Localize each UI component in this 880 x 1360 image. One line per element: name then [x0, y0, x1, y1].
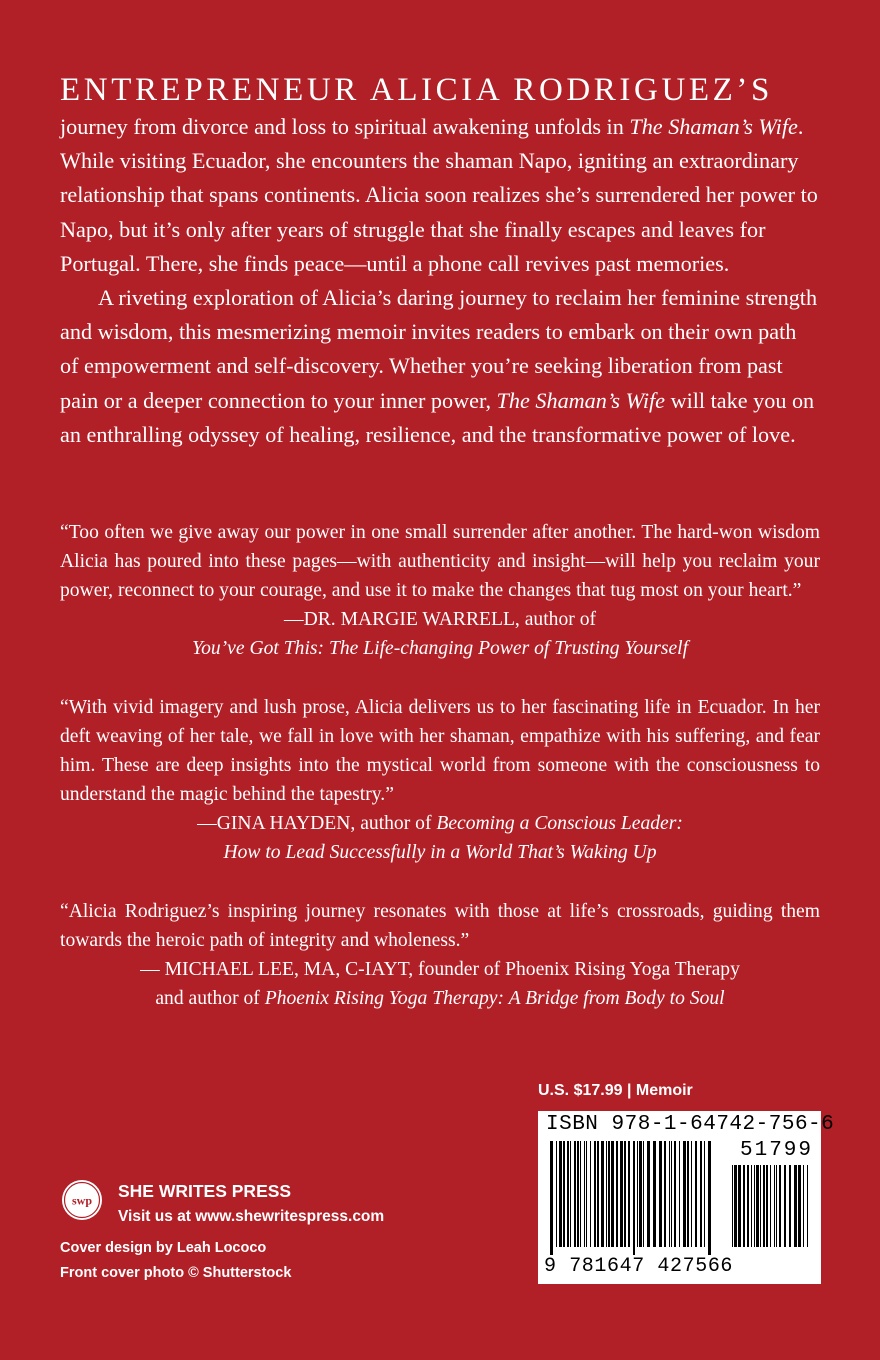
barcode-bar	[738, 1165, 741, 1247]
barcode-bar	[556, 1141, 557, 1247]
barcode-bar	[664, 1141, 666, 1247]
book-title: The Shaman’s Wife	[496, 387, 666, 413]
barcode-bar	[770, 1165, 771, 1247]
barcode-bar	[616, 1141, 618, 1247]
barcode-bar	[647, 1141, 650, 1247]
barcode-bar	[639, 1141, 642, 1247]
barcode-bar	[789, 1165, 791, 1247]
barcode-bar	[760, 1165, 761, 1247]
barcode-bar	[637, 1141, 638, 1247]
endorsement-book: You’ve Got This: The Life-changing Power of Trusting Yourself	[191, 638, 689, 659]
barcode-bar	[751, 1165, 752, 1247]
barcode-bar	[708, 1141, 711, 1255]
barcode-bar	[594, 1141, 596, 1247]
barcode-bar	[743, 1165, 745, 1247]
barcode-bars	[546, 1141, 716, 1255]
price-code: 51799	[739, 1139, 813, 1162]
blurb-paragraph-2: A riveting exploration of Alicia’s daring journey to reclaim her feminine strength and wisdom, this mesmerizing memoir invites readers to embark on their own path of empowerment and self-discovery. Whether you’re seeking liberation from past pain or a deeper connection to your inner power, The Shaman’s Wife will take you on an enthralling odyssey of healing, resilience, and the transformative power of love.	[60, 285, 818, 447]
endorsement-hayden	[60, 693, 820, 867]
barcode-bar	[798, 1165, 801, 1247]
barcode-bar	[659, 1141, 662, 1247]
swp-logo-icon	[60, 1178, 104, 1222]
barcode-bar	[590, 1141, 591, 1247]
barcode-bar	[580, 1141, 581, 1247]
barcode-bar	[754, 1165, 755, 1247]
barcode-bar	[747, 1165, 749, 1247]
endorsement-text: “Too often we give away our power in one small surrender after another. The hard-won wisdom Alicia has poured into these pages—with authenticity and insight—will help you reclaim your power, reconnect to your courage, and use it to make the changes that tug most on your heart.”	[60, 522, 820, 601]
barcode-bar	[606, 1141, 607, 1247]
barcode-bar	[577, 1141, 579, 1247]
publisher-name: SHE WRITES PRESS	[118, 1181, 292, 1201]
svg-text:swp: swp	[71, 1193, 93, 1208]
barcode-bar	[567, 1141, 569, 1247]
barcode-bar	[611, 1141, 614, 1247]
barcode-bar	[784, 1165, 786, 1247]
photo-credit: Front cover photo © Shutterstock	[60, 1265, 292, 1281]
endorsement-author: —DR. MARGIE WARRELL, author of	[283, 609, 597, 630]
endorsement-lee	[60, 897, 820, 1013]
barcode-bar	[732, 1165, 733, 1247]
barcode-bar	[683, 1141, 686, 1247]
barcode-bar	[669, 1141, 670, 1247]
barcode-bar	[679, 1141, 680, 1247]
publisher-website: Visit us at www.shewritespress.com	[118, 1208, 385, 1225]
barcode-bar	[570, 1141, 571, 1247]
barcode-bar	[776, 1165, 777, 1247]
barcode-bar	[563, 1141, 565, 1247]
barcode-bar	[628, 1141, 630, 1247]
ean-digits: 9 781647 427566	[544, 1255, 734, 1278]
barcode-bar	[704, 1141, 705, 1247]
barcode-bar	[608, 1141, 610, 1247]
barcode-bar	[779, 1165, 781, 1247]
barcode-bar	[807, 1165, 808, 1247]
blurb-paragraph-1: journey from divorce and loss to spiritual awakening unfolds in The Shaman’s Wife. While visiting Ecuador, she encounters the shaman Napo, igniting an extraordinary relationship that spans continents. Alicia soon realizes she’s surrendered her power to Napo, but it’s only after years of struggle that she finally escapes and leaves for Portugal. There, she finds peace—until a phone call revives past memories.	[60, 114, 818, 276]
barcode-bar	[574, 1141, 576, 1247]
barcode-bar	[794, 1165, 797, 1247]
endorsement-author: — MICHAEL LEE, MA, C-IAYT, founder of Phoenix Rising Yoga Therapy	[140, 959, 740, 980]
blurb-headline: ENTREPRENEUR ALICIA RODRIGUEZ’S	[60, 72, 773, 108]
barcode-bar	[691, 1141, 692, 1247]
barcode-bar	[584, 1141, 585, 1247]
barcode-bar	[597, 1141, 599, 1247]
barcode-bar	[700, 1141, 702, 1247]
book-title: The Shaman’s Wife	[629, 114, 798, 139]
barcode-bar	[734, 1165, 737, 1247]
barcode-bar	[601, 1141, 604, 1247]
barcode-bar	[687, 1141, 689, 1247]
barcode-bar	[674, 1141, 676, 1247]
barcode-bar	[695, 1141, 697, 1247]
isbn-barcode	[538, 1111, 835, 1284]
barcode-bar	[633, 1141, 635, 1255]
addon-barcode-bars	[728, 1165, 814, 1255]
endorsement-text: “With vivid imagery and lush prose, Alicia delivers us to her fascinating life in Ecuador. In her deft weaving of her tale, we fall in love with her shaman, empathize with his suffering, and fear him. These are deep insights into the mystical world from someone with the consciousness to understand the magic behind the tapestry.”	[60, 697, 820, 805]
barcode-bar	[550, 1141, 553, 1255]
barcode-bar	[586, 1141, 587, 1247]
endorsement-author: —GINA HAYDEN, author of Becoming a Conscious Leader:	[197, 813, 683, 834]
barcode-bar	[624, 1141, 626, 1247]
endorsement-book: and author of Phoenix Rising Yoga Therapy: A Bridge from Body to Soul	[155, 988, 725, 1009]
book-blurb	[60, 68, 820, 452]
endorsement-text: “Alicia Rodriguez’s inspiring journey resonates with those at life’s crossroads, guiding them towards the heroic path of integrity and wholeness.”	[60, 901, 820, 951]
price-category: U.S. $17.99 | Memoir	[538, 1082, 693, 1099]
endorsement-warrell	[60, 518, 820, 663]
barcode-bar	[643, 1141, 644, 1247]
barcode-bar	[620, 1141, 623, 1247]
endorsement-book: How to Lead Successfully in a World That’s Waking Up	[223, 842, 657, 863]
barcode-bar	[766, 1165, 768, 1247]
barcode-bar	[803, 1165, 804, 1247]
isbn-label: ISBN 978-1-64742-756-6	[546, 1113, 835, 1136]
barcode-bar	[559, 1141, 562, 1247]
barcode-bar	[774, 1165, 775, 1247]
barcode-bar	[756, 1165, 759, 1247]
barcode-bar	[763, 1165, 765, 1247]
barcode-bar	[671, 1141, 672, 1247]
cover-design-credit: Cover design by Leah Lococo	[60, 1240, 267, 1256]
endorsements	[60, 518, 820, 1013]
barcode-bar	[653, 1141, 656, 1247]
